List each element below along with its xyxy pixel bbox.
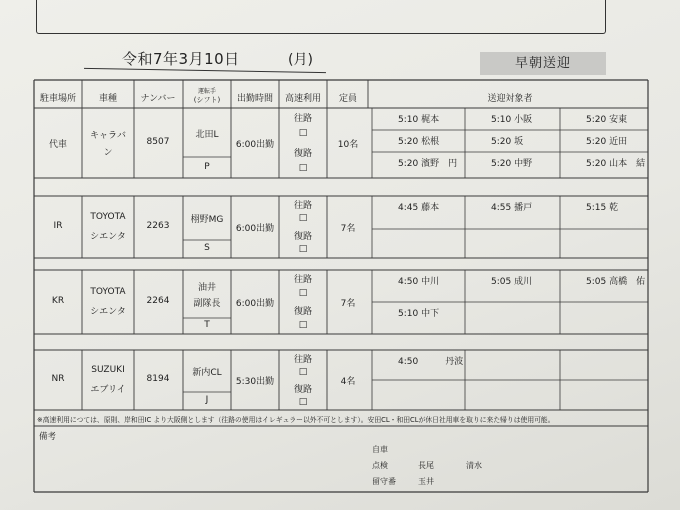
shift: S xyxy=(204,243,210,253)
passenger: 4:55 播戸 xyxy=(491,203,533,213)
passenger: 4:50 中川 xyxy=(398,277,440,287)
own-car-label: 自車 xyxy=(372,445,388,454)
start-time: 6:00出勤 xyxy=(235,224,275,234)
shift: J xyxy=(205,395,209,405)
col-start: 出勤時間 xyxy=(236,94,274,104)
car-model-2: シエンタ xyxy=(90,232,126,242)
driver: 栩野MG xyxy=(190,215,224,225)
return-checkbox: □ xyxy=(298,396,308,407)
car-model-2: シエンタ xyxy=(90,307,126,317)
col-capacity: 定員 xyxy=(338,94,358,104)
passenger: 5:15 乾 xyxy=(586,203,619,213)
start-time: 6:00出勤 xyxy=(235,140,275,150)
return-label: 復路 xyxy=(293,307,313,317)
car-model: SUZUKI xyxy=(91,365,125,375)
outbound-checkbox: □ xyxy=(298,128,308,139)
passenger: 5:20 山本 結 xyxy=(586,159,646,169)
caretaker-label: 留守番 xyxy=(372,477,396,486)
driver: 北田L xyxy=(195,129,219,140)
col-highway: 高速利用 xyxy=(284,94,322,104)
return-checkbox: □ xyxy=(298,320,308,330)
lot: KR xyxy=(51,296,65,306)
plate-number: 2264 xyxy=(146,296,170,306)
passenger: 5:05 高橋 佑 xyxy=(586,277,646,287)
lot: IR xyxy=(53,221,63,231)
passenger: 5:10 小阪 xyxy=(491,115,533,125)
date-title: 令和7年3月10日 xyxy=(122,50,240,68)
schedule-badge: 早朝送迎 xyxy=(480,52,606,75)
car-model: TOYOTA xyxy=(90,287,126,297)
outbound-label: 往路 xyxy=(293,113,313,124)
lot: 代車 xyxy=(48,140,68,150)
car-model-2: ン xyxy=(103,148,113,158)
passenger: 4:45 藤本 xyxy=(398,203,440,213)
shift: P xyxy=(204,161,210,172)
passenger: 5:20 近田 xyxy=(586,137,628,147)
return-checkbox: □ xyxy=(298,163,308,174)
inspection-name-1: 長尾 xyxy=(418,461,434,470)
driver-2: 副隊長 xyxy=(193,299,221,309)
capacity: 4名 xyxy=(340,377,356,387)
passenger: 5:10 梶本 xyxy=(398,115,440,125)
start-time: 6:00出勤 xyxy=(235,299,275,309)
weekday: (月) xyxy=(288,52,313,68)
car-model: キャラバ xyxy=(89,131,127,141)
driver: 油井 xyxy=(197,283,217,293)
outbound-label: 往路 xyxy=(293,275,313,285)
start-time: 5:30出勤 xyxy=(235,377,275,387)
caretaker-name: 玉井 xyxy=(418,477,434,486)
inspection-label: 点検 xyxy=(372,461,388,470)
passenger: 5:20 濱野 円 xyxy=(398,159,458,169)
passenger: 5:20 坂 xyxy=(491,137,524,147)
outbound-checkbox: □ xyxy=(298,213,308,224)
remarks-label: 備考 xyxy=(39,432,57,442)
return-checkbox: □ xyxy=(298,244,308,255)
passenger: 5:20 中野 xyxy=(491,159,533,169)
plate-number: 8194 xyxy=(146,374,170,384)
outbound-checkbox: □ xyxy=(298,366,308,377)
passenger: 5:05 成川 xyxy=(491,277,533,287)
return-label: 復路 xyxy=(293,384,313,395)
shift: T xyxy=(204,320,210,330)
plate-number: 2263 xyxy=(146,221,170,231)
inspection-name-2: 清水 xyxy=(466,461,482,470)
outbound-label: 往路 xyxy=(293,200,313,211)
return-label: 復路 xyxy=(293,148,313,159)
passenger: 5:20 松根 xyxy=(398,137,440,147)
car-model-2: エブリイ xyxy=(90,385,126,395)
lot: NR xyxy=(51,374,65,384)
col-passengers: 送迎対象者 xyxy=(487,94,533,104)
passenger: 5:10 中下 xyxy=(398,309,440,319)
outbound-checkbox: □ xyxy=(298,288,308,298)
capacity: 7名 xyxy=(340,299,356,309)
outbound-label: 往路 xyxy=(293,354,313,365)
footnote: ※高速利用につては、原則、岸和田IC より大阪側とします（往路の使用はイレギュラー以外不可とします）。安田CL・和田CLが休日社用車を取りに来た帰りは使用可能。 xyxy=(37,416,555,424)
car-model: TOYOTA xyxy=(90,212,126,222)
passenger: 4:50 丹波 xyxy=(398,357,464,367)
col-number: ナンバー xyxy=(140,94,176,104)
capacity: 7名 xyxy=(340,224,356,234)
capacity: 10名 xyxy=(337,140,359,150)
col-car: 車種 xyxy=(98,94,118,104)
col-lot: 駐車場所 xyxy=(39,94,77,104)
passenger: 5:20 安東 xyxy=(586,115,628,125)
plate-number: 8507 xyxy=(146,137,170,147)
driver: 新内CL xyxy=(192,368,222,378)
return-label: 復路 xyxy=(293,231,313,242)
col-shift: (シフト) xyxy=(193,96,221,104)
col-driver: 運転手 xyxy=(197,88,217,95)
